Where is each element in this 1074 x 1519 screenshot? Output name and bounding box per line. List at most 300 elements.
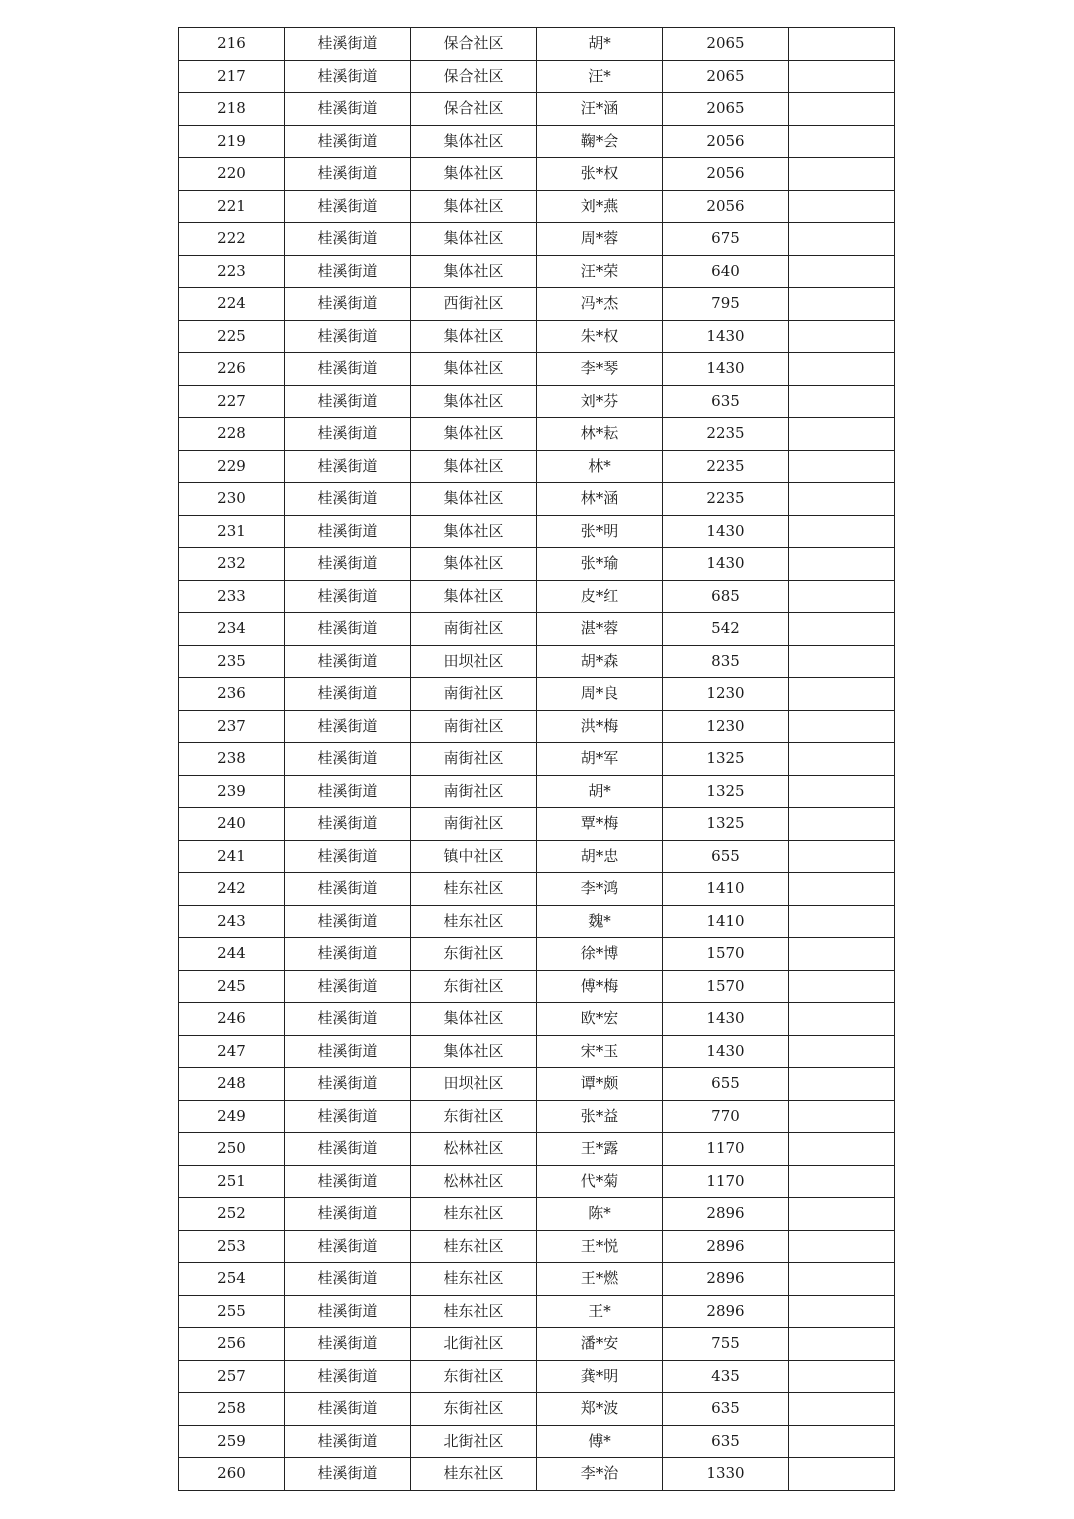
amount-cell: 542 [663,613,789,646]
name-cell: 林*耘 [537,418,663,451]
community-cell: 南街社区 [411,613,537,646]
note-cell [789,873,895,906]
seq-cell: 218 [179,93,285,126]
table-row [179,223,895,256]
amount-cell: 1570 [663,970,789,1003]
table-row [179,60,895,93]
seq-cell: 245 [179,970,285,1003]
street-cell: 桂溪街道 [285,28,411,61]
note-cell [789,775,895,808]
community-cell: 北街社区 [411,1328,537,1361]
name-cell: 鞠*会 [537,125,663,158]
note-cell [789,1230,895,1263]
community-cell: 集体社区 [411,320,537,353]
note-cell [789,1263,895,1296]
amount-cell: 1325 [663,808,789,841]
community-cell: 桂东社区 [411,1458,537,1491]
seq-cell: 260 [179,1458,285,1491]
name-cell: 汪*涵 [537,93,663,126]
street-cell: 桂溪街道 [285,1328,411,1361]
seq-cell: 256 [179,1328,285,1361]
street-cell: 桂溪街道 [285,450,411,483]
seq-cell: 244 [179,938,285,971]
note-cell [789,645,895,678]
seq-cell: 246 [179,1003,285,1036]
table-row [179,1068,895,1101]
note-cell [789,1133,895,1166]
note-cell [789,678,895,711]
community-cell: 东街社区 [411,1100,537,1133]
street-cell: 桂溪街道 [285,320,411,353]
community-cell: 南街社区 [411,808,537,841]
community-cell: 集体社区 [411,125,537,158]
community-cell: 集体社区 [411,190,537,223]
community-cell: 东街社区 [411,970,537,1003]
note-cell [789,938,895,971]
name-cell: 张*瑜 [537,548,663,581]
name-cell: 胡*军 [537,743,663,776]
table-row [179,93,895,126]
note-cell [789,743,895,776]
community-cell: 集体社区 [411,548,537,581]
street-cell: 桂溪街道 [285,190,411,223]
community-cell: 桂东社区 [411,1263,537,1296]
amount-cell: 435 [663,1360,789,1393]
street-cell: 桂溪街道 [285,385,411,418]
amount-cell: 1430 [663,515,789,548]
seq-cell: 234 [179,613,285,646]
amount-cell: 1430 [663,1035,789,1068]
table-row [179,450,895,483]
street-cell: 桂溪街道 [285,613,411,646]
note-cell [789,1100,895,1133]
note-cell [789,125,895,158]
street-cell: 桂溪街道 [285,1263,411,1296]
street-cell: 桂溪街道 [285,548,411,581]
note-cell [789,970,895,1003]
community-cell: 集体社区 [411,580,537,613]
table-row [179,483,895,516]
amount-cell: 1230 [663,710,789,743]
seq-cell: 249 [179,1100,285,1133]
seq-cell: 232 [179,548,285,581]
note-cell [789,613,895,646]
name-cell: 刘*芬 [537,385,663,418]
community-cell: 松林社区 [411,1133,537,1166]
community-cell: 南街社区 [411,775,537,808]
table-row [179,190,895,223]
community-cell: 田坝社区 [411,645,537,678]
amount-cell: 1430 [663,548,789,581]
table-row [179,158,895,191]
name-cell: 王*露 [537,1133,663,1166]
seq-cell: 233 [179,580,285,613]
table-row [179,938,895,971]
amount-cell: 1410 [663,905,789,938]
amount-cell: 2065 [663,93,789,126]
community-cell: 集体社区 [411,515,537,548]
note-cell [789,255,895,288]
name-cell: 胡* [537,775,663,808]
community-cell: 桂东社区 [411,873,537,906]
seq-cell: 221 [179,190,285,223]
street-cell: 桂溪街道 [285,1198,411,1231]
note-cell [789,840,895,873]
street-cell: 桂溪街道 [285,970,411,1003]
community-cell: 南街社区 [411,678,537,711]
table-row [179,1100,895,1133]
street-cell: 桂溪街道 [285,418,411,451]
seq-cell: 220 [179,158,285,191]
street-cell: 桂溪街道 [285,158,411,191]
amount-cell: 2056 [663,125,789,158]
table-row [179,1165,895,1198]
amount-cell: 640 [663,255,789,288]
note-cell [789,450,895,483]
amount-cell: 755 [663,1328,789,1361]
amount-cell: 1230 [663,678,789,711]
amount-cell: 795 [663,288,789,321]
street-cell: 桂溪街道 [285,938,411,971]
note-cell [789,93,895,126]
name-cell: 傅*梅 [537,970,663,1003]
street-cell: 桂溪街道 [285,743,411,776]
table-row [179,1003,895,1036]
table-row [179,1328,895,1361]
name-cell: 汪* [537,60,663,93]
amount-cell: 2065 [663,28,789,61]
seq-cell: 229 [179,450,285,483]
note-cell [789,1165,895,1198]
community-cell: 南街社区 [411,710,537,743]
amount-cell: 635 [663,1425,789,1458]
amount-cell: 655 [663,1068,789,1101]
table-row [179,905,895,938]
seq-cell: 225 [179,320,285,353]
seq-cell: 255 [179,1295,285,1328]
name-cell: 谭*颇 [537,1068,663,1101]
name-cell: 魏* [537,905,663,938]
street-cell: 桂溪街道 [285,775,411,808]
name-cell: 覃*梅 [537,808,663,841]
note-cell [789,580,895,613]
seq-cell: 217 [179,60,285,93]
street-cell: 桂溪街道 [285,580,411,613]
table-row [179,1263,895,1296]
table-row [179,1458,895,1491]
seq-cell: 259 [179,1425,285,1458]
seq-cell: 228 [179,418,285,451]
name-cell: 李*治 [537,1458,663,1491]
note-cell [789,905,895,938]
table-row [179,678,895,711]
street-cell: 桂溪街道 [285,645,411,678]
seq-cell: 227 [179,385,285,418]
table-row [179,645,895,678]
name-cell: 代*菊 [537,1165,663,1198]
seq-cell: 251 [179,1165,285,1198]
note-cell [789,808,895,841]
note-cell [789,1360,895,1393]
street-cell: 桂溪街道 [285,1100,411,1133]
seq-cell: 254 [179,1263,285,1296]
table-row [179,580,895,613]
table-row [179,1393,895,1426]
community-cell: 东街社区 [411,1393,537,1426]
note-cell [789,190,895,223]
table-row [179,320,895,353]
note-cell [789,1425,895,1458]
name-cell: 汪*荣 [537,255,663,288]
subsidy-roster-table [178,27,895,1491]
table-body [179,28,895,1491]
note-cell [789,60,895,93]
note-cell [789,28,895,61]
name-cell: 湛*蓉 [537,613,663,646]
amount-cell: 1570 [663,938,789,971]
street-cell: 桂溪街道 [285,1068,411,1101]
note-cell [789,1035,895,1068]
amount-cell: 2056 [663,190,789,223]
community-cell: 集体社区 [411,418,537,451]
table-row [179,1035,895,1068]
table-row [179,255,895,288]
amount-cell: 1325 [663,743,789,776]
amount-cell: 2235 [663,483,789,516]
seq-cell: 226 [179,353,285,386]
community-cell: 桂东社区 [411,905,537,938]
name-cell: 林*涵 [537,483,663,516]
seq-cell: 250 [179,1133,285,1166]
street-cell: 桂溪街道 [285,125,411,158]
table-row [179,710,895,743]
community-cell: 西街社区 [411,288,537,321]
note-cell [789,1458,895,1491]
community-cell: 保合社区 [411,93,537,126]
street-cell: 桂溪街道 [285,223,411,256]
amount-cell: 2235 [663,450,789,483]
amount-cell: 770 [663,1100,789,1133]
amount-cell: 1170 [663,1165,789,1198]
street-cell: 桂溪街道 [285,60,411,93]
street-cell: 桂溪街道 [285,483,411,516]
amount-cell: 2896 [663,1198,789,1231]
seq-cell: 238 [179,743,285,776]
note-cell [789,1393,895,1426]
seq-cell: 222 [179,223,285,256]
seq-cell: 258 [179,1393,285,1426]
note-cell [789,385,895,418]
amount-cell: 2896 [663,1295,789,1328]
amount-cell: 655 [663,840,789,873]
seq-cell: 253 [179,1230,285,1263]
seq-cell: 257 [179,1360,285,1393]
note-cell [789,223,895,256]
amount-cell: 1330 [663,1458,789,1491]
amount-cell: 2896 [663,1263,789,1296]
note-cell [789,483,895,516]
name-cell: 潘*安 [537,1328,663,1361]
amount-cell: 2896 [663,1230,789,1263]
street-cell: 桂溪街道 [285,353,411,386]
document-page [178,27,894,1491]
seq-cell: 216 [179,28,285,61]
amount-cell: 2056 [663,158,789,191]
table-row [179,1295,895,1328]
community-cell: 桂东社区 [411,1198,537,1231]
street-cell: 桂溪街道 [285,1458,411,1491]
note-cell [789,353,895,386]
amount-cell: 1430 [663,1003,789,1036]
street-cell: 桂溪街道 [285,1360,411,1393]
community-cell: 桂东社区 [411,1230,537,1263]
name-cell: 欧*宏 [537,1003,663,1036]
community-cell: 集体社区 [411,483,537,516]
name-cell: 李*鸿 [537,873,663,906]
amount-cell: 2235 [663,418,789,451]
note-cell [789,1003,895,1036]
name-cell: 张*权 [537,158,663,191]
name-cell: 胡* [537,28,663,61]
note-cell [789,418,895,451]
community-cell: 集体社区 [411,158,537,191]
street-cell: 桂溪街道 [285,1393,411,1426]
name-cell: 王* [537,1295,663,1328]
note-cell [789,1295,895,1328]
name-cell: 皮*红 [537,580,663,613]
name-cell: 徐*博 [537,938,663,971]
table-row [179,515,895,548]
community-cell: 镇中社区 [411,840,537,873]
street-cell: 桂溪街道 [285,1003,411,1036]
name-cell: 傅* [537,1425,663,1458]
street-cell: 桂溪街道 [285,710,411,743]
community-cell: 集体社区 [411,255,537,288]
table-row [179,970,895,1003]
table-row [179,288,895,321]
table-row [179,125,895,158]
street-cell: 桂溪街道 [285,255,411,288]
name-cell: 洪*梅 [537,710,663,743]
community-cell: 保合社区 [411,28,537,61]
name-cell: 张*明 [537,515,663,548]
name-cell: 林* [537,450,663,483]
name-cell: 宋*玉 [537,1035,663,1068]
note-cell [789,1068,895,1101]
street-cell: 桂溪街道 [285,1295,411,1328]
street-cell: 桂溪街道 [285,515,411,548]
community-cell: 集体社区 [411,1035,537,1068]
community-cell: 集体社区 [411,450,537,483]
seq-cell: 247 [179,1035,285,1068]
name-cell: 刘*燕 [537,190,663,223]
street-cell: 桂溪街道 [285,808,411,841]
seq-cell: 240 [179,808,285,841]
table-row [179,1133,895,1166]
table-row [179,28,895,61]
table-row [179,353,895,386]
table-row [179,743,895,776]
seq-cell: 241 [179,840,285,873]
street-cell: 桂溪街道 [285,1133,411,1166]
note-cell [789,710,895,743]
amount-cell: 635 [663,385,789,418]
community-cell: 南街社区 [411,743,537,776]
seq-cell: 248 [179,1068,285,1101]
note-cell [789,515,895,548]
name-cell: 冯*杰 [537,288,663,321]
note-cell [789,548,895,581]
community-cell: 桂东社区 [411,1295,537,1328]
street-cell: 桂溪街道 [285,678,411,711]
name-cell: 李*琴 [537,353,663,386]
note-cell [789,158,895,191]
seq-cell: 231 [179,515,285,548]
seq-cell: 219 [179,125,285,158]
community-cell: 集体社区 [411,223,537,256]
name-cell: 周*良 [537,678,663,711]
seq-cell: 237 [179,710,285,743]
community-cell: 集体社区 [411,353,537,386]
community-cell: 田坝社区 [411,1068,537,1101]
street-cell: 桂溪街道 [285,1425,411,1458]
table-row [179,1425,895,1458]
table-row [179,385,895,418]
seq-cell: 235 [179,645,285,678]
table-row [179,873,895,906]
seq-cell: 243 [179,905,285,938]
community-cell: 东街社区 [411,1360,537,1393]
street-cell: 桂溪街道 [285,288,411,321]
street-cell: 桂溪街道 [285,1165,411,1198]
note-cell [789,1198,895,1231]
community-cell: 集体社区 [411,385,537,418]
amount-cell: 685 [663,580,789,613]
note-cell [789,320,895,353]
table-row [179,548,895,581]
amount-cell: 835 [663,645,789,678]
community-cell: 东街社区 [411,938,537,971]
street-cell: 桂溪街道 [285,873,411,906]
amount-cell: 2065 [663,60,789,93]
amount-cell: 635 [663,1393,789,1426]
community-cell: 保合社区 [411,60,537,93]
name-cell: 张*益 [537,1100,663,1133]
seq-cell: 230 [179,483,285,516]
seq-cell: 223 [179,255,285,288]
name-cell: 陈* [537,1198,663,1231]
seq-cell: 242 [179,873,285,906]
table-row [179,613,895,646]
street-cell: 桂溪街道 [285,905,411,938]
seq-cell: 224 [179,288,285,321]
note-cell [789,288,895,321]
table-row [179,418,895,451]
amount-cell: 1410 [663,873,789,906]
name-cell: 王*燃 [537,1263,663,1296]
table-row [179,1198,895,1231]
street-cell: 桂溪街道 [285,93,411,126]
street-cell: 桂溪街道 [285,1035,411,1068]
seq-cell: 236 [179,678,285,711]
community-cell: 集体社区 [411,1003,537,1036]
table-row [179,1360,895,1393]
street-cell: 桂溪街道 [285,1230,411,1263]
amount-cell: 1325 [663,775,789,808]
table-row [179,1230,895,1263]
table-row [179,775,895,808]
community-cell: 北街社区 [411,1425,537,1458]
